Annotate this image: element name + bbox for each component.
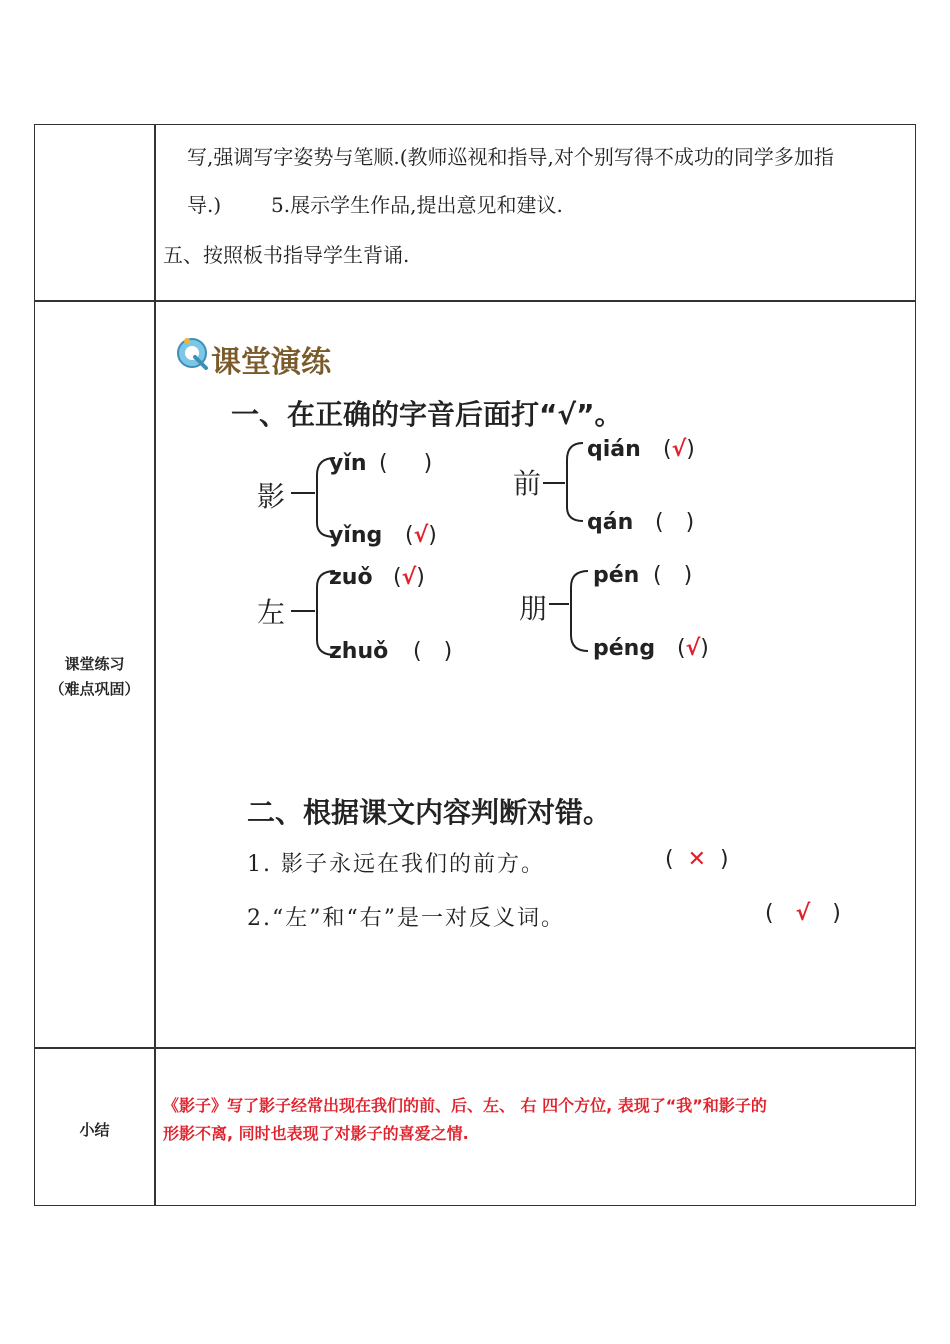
pinyin-yin: yǐn [329, 451, 367, 476]
char-ying: 影 [257, 480, 286, 513]
pinyin-zhuo: zhuǒ [329, 639, 389, 664]
instruction-line-2b: 5.展示学生作品,提出意见和建议. [271, 193, 563, 217]
char-peng: 朋 [519, 592, 548, 625]
q2-item-1: 1. 影子永远在我们的前方。 [247, 852, 545, 877]
check-mark: √ [671, 437, 687, 462]
practice-label: 课堂练习 [64, 655, 125, 673]
answer-qian: (√) [663, 437, 695, 462]
q2-answer-2: ( √ ) [765, 901, 841, 926]
summary-label: 小结 [79, 1121, 110, 1139]
pinyin-qan: qán [587, 510, 634, 535]
char-qian: 前 [513, 467, 542, 500]
bracket-qian [567, 443, 583, 521]
q2-item-2: 2.“左”和“右”是一对反义词。 [247, 906, 565, 931]
check-mark: √ [413, 523, 429, 548]
banner-title: 课堂演练 [211, 345, 331, 380]
q2-answer-1: ( ✕ ) [665, 847, 729, 872]
answer-peng: (√) [677, 636, 709, 661]
answer-ying: (√) [405, 523, 437, 548]
pinyin-pen: pén [593, 563, 640, 588]
lesson-table [34, 124, 916, 1206]
check-mark: √ [795, 901, 811, 926]
check-mark: √ [401, 565, 417, 590]
bracket-peng [571, 571, 588, 651]
summary-line-1: 《影子》写了影子经常出现在我们的前、后、左、 右 四个方位, 表现了“我”和影子的 [163, 1096, 767, 1115]
answer-zhuo: ( ) [413, 639, 453, 664]
row-divider-2 [35, 1047, 915, 1049]
instruction-line-3: 五、按照板书指导学生背诵. [163, 243, 410, 267]
summary-line-2: 形影不离, 同时也表现了对影子的喜爱之情. [163, 1124, 469, 1143]
answer-zuo: (√) [393, 565, 425, 590]
answer-pen: ( ) [653, 563, 693, 588]
practice-sublabel: （难点巩固） [49, 680, 140, 698]
q1-title: 一、在正确的字音后面打“√”。 [231, 398, 623, 431]
check-mark: √ [685, 636, 701, 661]
answer-yin: ( ) [379, 451, 433, 476]
answer-qan: ( ) [655, 510, 695, 535]
pinyin-peng: péng [593, 636, 656, 661]
instruction-line-1: 写,强调写字姿势与笔顺.(教师巡视和指导,对个别写得不成功的同学多加指 [187, 145, 834, 169]
pinyin-qian: qián [587, 437, 641, 462]
pinyin-zuo: zuǒ [329, 565, 373, 590]
instruction-line-2a: 导.) [187, 193, 222, 217]
char-zuo: 左 [257, 596, 286, 629]
pinyin-ying: yǐng [329, 523, 383, 548]
cross-mark: ✕ [687, 847, 707, 872]
q2-title: 二、根据课文内容判断对错。 [247, 796, 612, 829]
